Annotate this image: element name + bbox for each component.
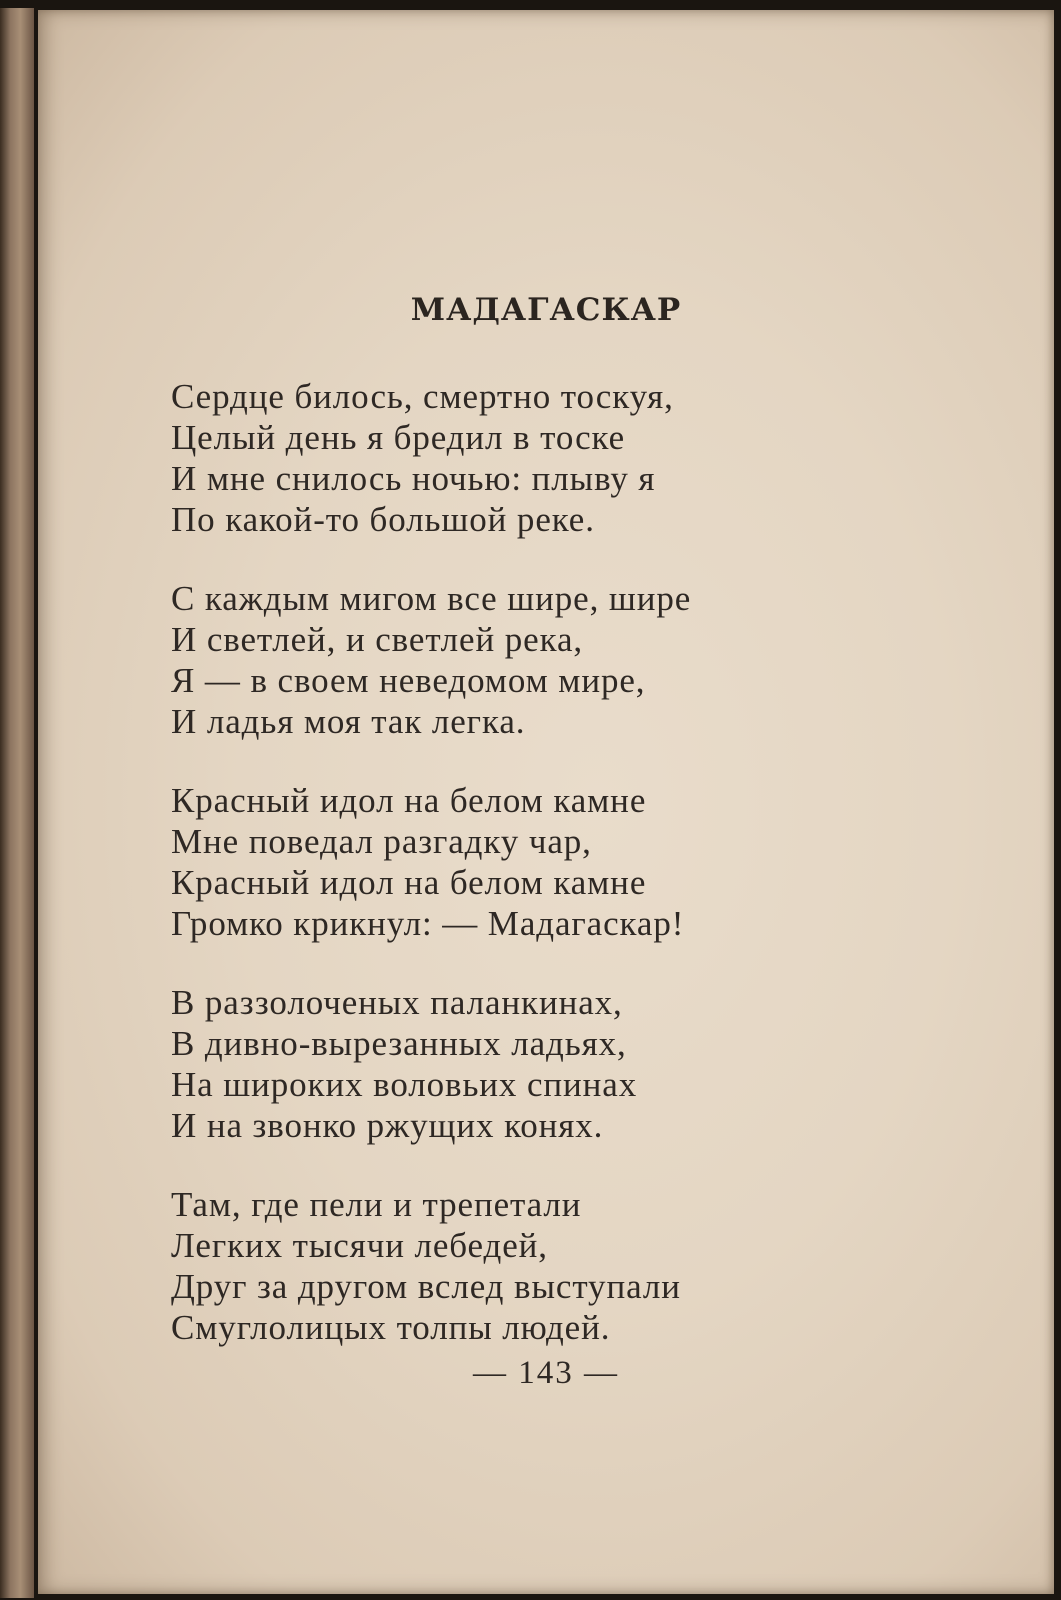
previous-page-edge (0, 8, 34, 1598)
poem-line: В дивно-вырезанных ладьях, (171, 1024, 627, 1063)
poem-body (171, 376, 931, 1386)
stanza (171, 780, 931, 944)
poem-line: Красный идол на белом камне (171, 863, 647, 902)
poem-line: В раззолоченых паланкинах, (171, 983, 623, 1022)
poem-line: По какой-то большой реке. (171, 500, 595, 539)
page-number: — 143 — (473, 1355, 619, 1391)
poem-line: Красный идол на белом камне (171, 781, 647, 820)
poem-line: Легких тысячи лебедей, (171, 1226, 548, 1265)
stanza (171, 578, 931, 742)
poem-line: Сердце билось, смертно тоскуя, (171, 377, 674, 416)
poem-title: МАДАГАСКАР (410, 292, 682, 328)
poem-line: Я — в своем неведомом мире, (171, 661, 646, 700)
poem-line: Там, где пели и трепетали (171, 1185, 582, 1224)
poem-line: И на звонко ржущих конях. (171, 1106, 604, 1145)
poem-line: Друг за другом вслед выступали (171, 1267, 681, 1306)
stanza (171, 982, 931, 1146)
poem-line: И мне снилось ночью: плыву я (171, 459, 656, 498)
poem-line: На широких воловьих спинах (171, 1065, 638, 1104)
book-page (38, 10, 1054, 1594)
stanza (171, 1184, 931, 1348)
poem-line: Целый день я бредил в тоске (171, 418, 626, 457)
poem-line: Громко крикнул: — Мадагаскар! (171, 904, 685, 943)
poem-line: Смуглолицых толпы людей. (171, 1308, 611, 1347)
poem-line: Мне поведал разгадку чар, (171, 822, 592, 861)
poem-line: И ладья моя так легка. (171, 702, 526, 741)
stanza (171, 376, 931, 540)
poem-line: С каждым мигом все шире, шире (171, 579, 692, 618)
poem-line: И светлей, и светлей река, (171, 620, 584, 659)
